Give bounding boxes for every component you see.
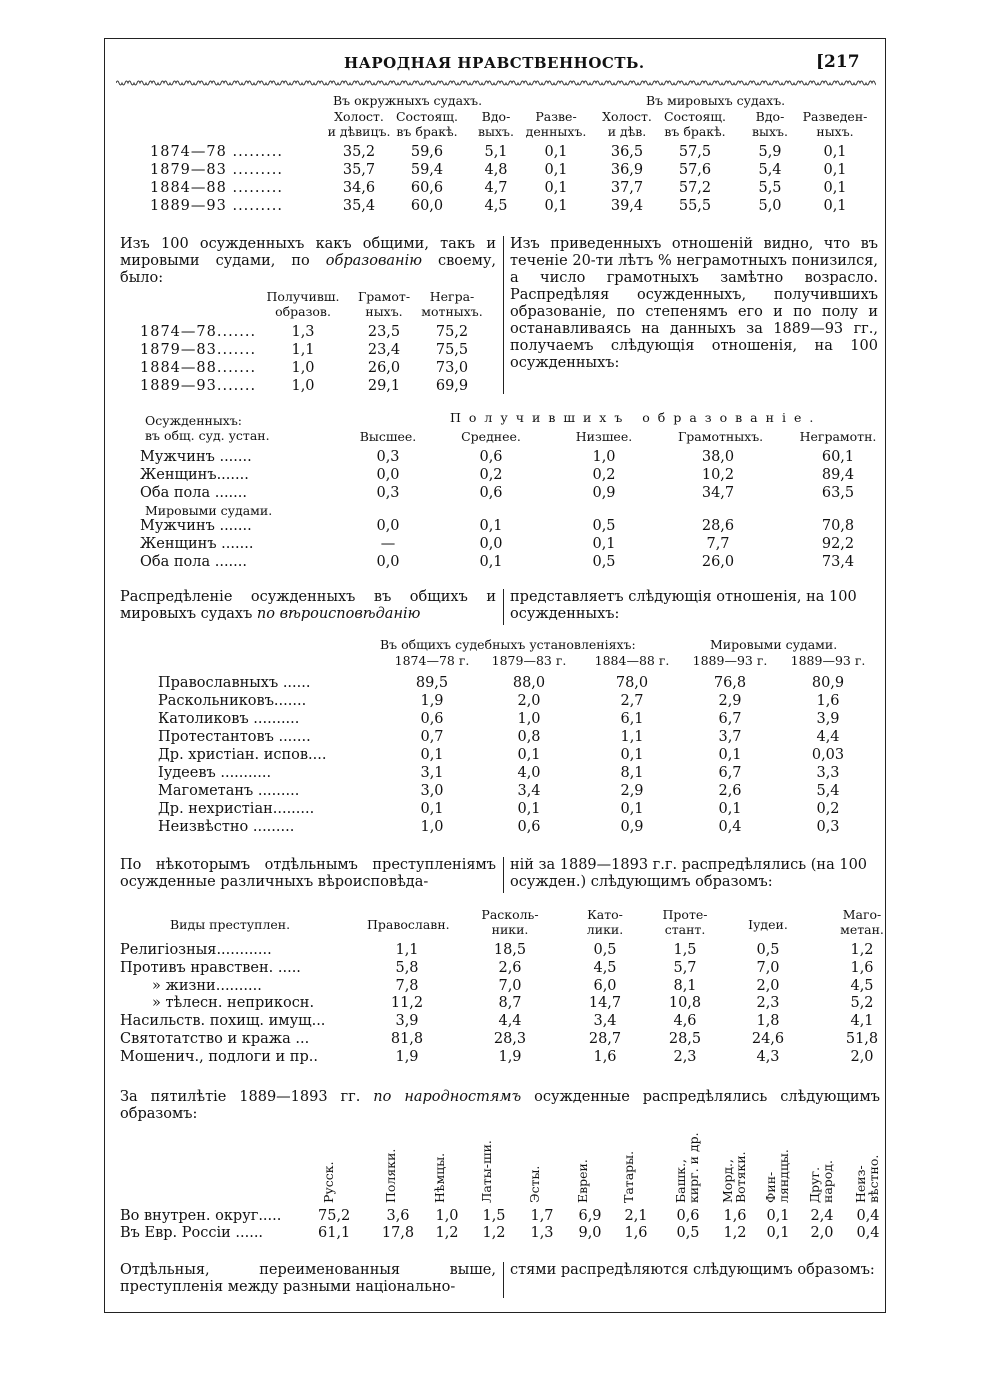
column-header: Друг. народ.: [807, 1160, 835, 1203]
column-header: Вдо-: [481, 109, 511, 124]
table-cell: 0,3: [376, 449, 400, 465]
column-header: Негра-: [429, 289, 475, 304]
row-label: Протестантовъ .......: [158, 729, 311, 745]
table-cell: 0,1: [620, 747, 644, 763]
sec3-group-head: Получившихъ образованіе.: [450, 410, 822, 425]
table-cell: 3,7: [718, 729, 742, 745]
table-cell: 1,8: [756, 1013, 780, 1030]
table-cell: 5,2: [850, 995, 874, 1012]
table-cell: 28,3: [493, 1031, 527, 1047]
column-header: Русск.: [321, 1161, 336, 1203]
table-cell: 6,7: [718, 765, 742, 781]
column-header: и дѣвицъ.: [327, 124, 391, 139]
table-cell: 3,3: [816, 765, 840, 781]
table-cell: 35,2: [342, 144, 376, 160]
sec1-group-right: Въ мировыхъ судахъ.: [646, 93, 786, 108]
table-cell: 5,4: [816, 783, 840, 799]
table-cell: 2,9: [718, 693, 742, 709]
table-cell: 3,6: [386, 1208, 410, 1224]
column-header: Фин-ляндцы.: [763, 1149, 791, 1203]
table-cell: 38,0: [701, 449, 735, 465]
table-cell: 80,9: [811, 675, 845, 691]
table-cell: 81,8: [390, 1031, 424, 1047]
row-label: Мошенич., подлоги и пр..: [120, 1048, 318, 1065]
row-label: Др. христіан. испов....: [158, 747, 327, 763]
row-label: 1874—78.......: [140, 324, 257, 340]
table-cell: 0,3: [376, 485, 400, 501]
table-cell: 1,5: [482, 1208, 506, 1224]
table-cell: 1,5: [673, 942, 697, 958]
table-cell: 63,5: [821, 485, 855, 501]
table-cell: 8,7: [498, 995, 522, 1012]
table-cell: 1,1: [291, 342, 315, 358]
table-cell: 0,1: [517, 801, 541, 817]
column-header: Евреи.: [575, 1159, 590, 1203]
table-cell: 2,6: [498, 959, 522, 976]
table-cell: 4,7: [484, 180, 508, 196]
table-cell: 1,2: [850, 942, 874, 958]
table-cell: 73,0: [435, 360, 469, 376]
table-cell: 1,6: [723, 1208, 747, 1224]
table-cell: 2,1: [624, 1208, 648, 1224]
sec5-label-head: Виды преступлен.: [170, 917, 291, 932]
table-cell: 0,1: [479, 554, 503, 570]
column-header: лики.: [586, 922, 624, 937]
table-cell: 0,1: [823, 162, 847, 178]
table-cell: 1,0: [517, 711, 541, 727]
column-header: Проте-: [662, 907, 708, 922]
column-header: ники.: [491, 922, 529, 937]
table-cell: 5,7: [673, 959, 697, 976]
table-cell: 0,4: [856, 1208, 880, 1224]
table-cell: 0,1: [544, 162, 568, 178]
column-header: Грамотныхъ.: [678, 429, 764, 444]
column-header: ныхъ.: [816, 124, 854, 139]
table-cell: 55,5: [678, 198, 712, 214]
table-cell: 5,1: [484, 144, 508, 160]
table-cell: 7,0: [498, 977, 522, 994]
table-cell: 36,9: [610, 162, 644, 178]
table-cell: 7,8: [395, 977, 419, 994]
column-header: образов.: [275, 304, 331, 319]
table-cell: 26,0: [701, 554, 735, 570]
table-cell: 1,6: [850, 959, 874, 976]
column-divider: [503, 1262, 504, 1298]
table-cell: 2,7: [620, 693, 644, 709]
row-label: Мужчинъ .......: [140, 518, 252, 534]
table-cell: 69,9: [435, 378, 469, 394]
table-cell: 73,4: [821, 554, 855, 570]
row-label: Религіозныя............: [120, 942, 272, 958]
table-cell: 60,6: [410, 180, 444, 196]
table-cell: 78,0: [615, 675, 649, 691]
table-cell: 4,5: [850, 977, 874, 994]
table-cell: 0,9: [592, 485, 616, 501]
row-label: Православныхъ ......: [158, 675, 311, 691]
table-cell: 6,0: [593, 977, 617, 994]
table-cell: 0,9: [620, 819, 644, 835]
table-cell: 1,2: [482, 1225, 506, 1241]
table-cell: 0,5: [592, 554, 616, 570]
sec4-left-text: Распредѣленіе осужденныхъ въ общихъ и мировыхъ судахъ по вѣроисповѣданію: [120, 589, 496, 622]
row-label: Іудеевъ ...........: [158, 765, 272, 781]
table-cell: 34,7: [701, 485, 735, 501]
column-header: денныхъ.: [525, 124, 587, 139]
table-cell: 51,8: [845, 1031, 879, 1047]
table-cell: 6,9: [578, 1208, 602, 1224]
sec2-intro: Изъ 100 осужденныхъ какъ общими, такъ и мировыми судами, по образованію своему, было:: [120, 236, 497, 286]
table-cell: 1,9: [395, 1048, 419, 1065]
table-cell: 2,9: [620, 783, 644, 799]
row-label: Др. нехристіан.........: [158, 801, 315, 817]
table-cell: 0,0: [376, 467, 400, 483]
row-label: » тѣлесн. неприкосн.: [152, 995, 315, 1012]
table-cell: 0,0: [376, 518, 400, 534]
column-header: Неиз-вѣстно.: [853, 1154, 881, 1203]
table-cell: 0,8: [517, 729, 541, 745]
column-header: Като-: [587, 907, 623, 922]
table-cell: 0,1: [620, 801, 644, 817]
table-cell: 89,5: [415, 675, 449, 691]
table-cell: 0,1: [420, 747, 444, 763]
table-cell: 26,0: [367, 360, 401, 376]
column-divider: [503, 589, 504, 625]
table-cell: 0,1: [766, 1225, 790, 1241]
column-header: Низшее.: [575, 429, 633, 444]
table-cell: 34,6: [342, 180, 376, 196]
table-cell: 0,1: [517, 747, 541, 763]
column-header: 1874—78 г.: [394, 653, 470, 668]
table-cell: 35,4: [342, 198, 376, 214]
table-cell: 0,5: [756, 942, 780, 958]
column-header: Эсты.: [527, 1165, 542, 1203]
row-label: Святотатство и кража ...: [120, 1031, 310, 1047]
table-cell: 92,2: [821, 536, 855, 552]
table-cell: 1,6: [624, 1225, 648, 1241]
table-cell: 3,4: [593, 1013, 617, 1030]
row-label: 1884—88.......: [140, 360, 257, 376]
table-cell: 11,2: [390, 995, 424, 1012]
table-cell: 0,1: [718, 747, 742, 763]
table-cell: 1,7: [530, 1208, 554, 1224]
row-label: Насильств. похищ. имущ...: [120, 1013, 326, 1030]
sec4-right-text: представляетъ слѣдующія отношенія, на 100 осужденныхъ:: [510, 589, 857, 622]
table-cell: 1,3: [530, 1225, 554, 1241]
table-cell: 8,1: [620, 765, 644, 781]
table-cell: 1,1: [620, 729, 644, 745]
page-title: НАРОДНАЯ НРАВСТВЕННОСТЬ.: [344, 54, 645, 72]
table-cell: 7,0: [756, 959, 780, 976]
table-cell: 0,6: [420, 711, 444, 727]
table-cell: 4,4: [498, 1013, 522, 1030]
table-cell: 0,03: [811, 747, 845, 763]
table-cell: 4,6: [673, 1013, 697, 1030]
table-cell: 0,1: [544, 198, 568, 214]
column-divider: [503, 857, 504, 893]
table-cell: 10,2: [701, 467, 735, 483]
table-cell: 2,0: [517, 693, 541, 709]
column-header: Вдо-: [755, 109, 785, 124]
table-cell: 2,0: [810, 1225, 834, 1241]
table-cell: 4,5: [484, 198, 508, 214]
table-cell: 2,4: [810, 1208, 834, 1224]
running-header: [104, 48, 886, 74]
table-cell: 1,9: [420, 693, 444, 709]
column-header: Разведен-: [802, 109, 868, 124]
row-label: » жизни..........: [152, 977, 262, 994]
table-cell: 1,0: [592, 449, 616, 465]
table-cell: 0,1: [420, 801, 444, 817]
table-cell: 3,9: [816, 711, 840, 727]
row-label: Во внутрен. округ.....: [120, 1208, 282, 1224]
table-cell: 57,2: [678, 180, 712, 196]
table-cell: 29,1: [367, 378, 401, 394]
row-label: Оба пола .......: [140, 485, 247, 501]
sec5-left-text: По нѣкоторымъ отдѣльнымъ преступленіямъ осужденные различныхъ вѣроисповѣда-: [120, 857, 496, 890]
table-cell: 61,1: [318, 1225, 351, 1241]
table-cell: 57,6: [678, 162, 712, 178]
column-header: Башк., кирг. и др.: [673, 1132, 701, 1203]
table-cell: 5,0: [758, 198, 782, 214]
table-cell: 0,2: [816, 801, 840, 817]
row-label: Противъ нравствен. .....: [120, 959, 301, 976]
table-cell: 59,4: [410, 162, 444, 178]
table-cell: 0,2: [592, 467, 616, 483]
table-cell: 0,3: [816, 819, 840, 835]
table-cell: 5,5: [758, 180, 782, 196]
sec5-right-text: ній за 1889—1893 г.г. распредѣлялись (на 100 осужден.) слѣдующимъ образомъ:: [510, 857, 868, 890]
table-cell: 0,1: [823, 144, 847, 160]
sec4-group-left: Въ общихъ судебныхъ установленіяхъ:: [380, 637, 636, 652]
table-cell: 57,5: [678, 144, 712, 160]
column-header: Поляки.: [383, 1148, 398, 1203]
table-cell: 1,6: [816, 693, 840, 709]
table-cell: 0,0: [376, 554, 400, 570]
sec3-label-head: Осужденныхъ: въ общ. суд. устан.: [145, 413, 270, 443]
table-cell: 0,1: [544, 144, 568, 160]
table-cell: 0,1: [823, 180, 847, 196]
table-cell: 76,8: [713, 675, 747, 691]
column-header: Морд., Вотяки.: [720, 1151, 748, 1203]
table-cell: 1,0: [435, 1208, 459, 1224]
table-cell: 9,0: [578, 1225, 602, 1241]
column-header: Разве-: [535, 109, 577, 124]
row-label: Магометанъ .........: [158, 783, 300, 799]
table-cell: 70,8: [821, 518, 855, 534]
sub-heading: Мировыми судами.: [145, 503, 273, 518]
column-header: 1889—93 г.: [692, 653, 768, 668]
header-wavy-rule: [116, 76, 876, 90]
row-label: Мужчинъ .......: [140, 449, 252, 465]
column-header: выхъ.: [478, 124, 514, 139]
row-label: Въ Евр. Россіи ......: [120, 1225, 264, 1241]
column-header: Высшее.: [359, 429, 417, 444]
table-cell: 59,6: [410, 144, 444, 160]
table-cell: 17,8: [381, 1225, 415, 1241]
column-header: Состоящ.: [663, 109, 726, 124]
row-label: 1874—78 .........: [150, 144, 283, 160]
table-cell: 0,5: [676, 1225, 700, 1241]
row-label: Женщинъ.......: [140, 467, 249, 483]
table-cell: 0,1: [544, 180, 568, 196]
sec2-right-text: Изъ приведенныхъ отношеній видно, что въ теченіе 20-ти лѣтъ % неграмотныхъ понизился, а число грамотныхъ замѣтно возрасло. Распредѣляя осужденныхъ, получившихъ образованіе, по степенямъ его и по полу и останавливаясь на данныхъ за 1889—93 гг., получаемъ слѣдующія отношенія, на 100 осужденныхъ:: [510, 236, 878, 371]
column-header: Латы-ши.: [479, 1140, 494, 1203]
column-header: ныхъ.: [365, 304, 403, 319]
table-cell: 75,2: [318, 1208, 351, 1224]
column-header: и дѣв.: [607, 124, 647, 139]
table-cell: 0,7: [420, 729, 444, 745]
row-label: 1889—93 .........: [150, 198, 283, 214]
table-cell: 3,4: [517, 783, 541, 799]
table-cell: 1,1: [395, 942, 419, 958]
table-cell: 4,0: [517, 765, 541, 781]
column-header: мотныхъ.: [421, 304, 483, 319]
table-cell: 0,0: [479, 536, 503, 552]
table-cell: 4,4: [816, 729, 840, 745]
table-cell: 28,5: [668, 1031, 702, 1047]
table-cell: 24,6: [751, 1031, 785, 1047]
table-cell: 2,0: [850, 1048, 874, 1065]
table-cell: 2,0: [756, 977, 780, 994]
row-label: Неизвѣстно .........: [158, 819, 295, 835]
table-cell: 7,7: [706, 536, 730, 552]
table-cell: 10,8: [668, 995, 702, 1012]
table-cell: 28,7: [588, 1031, 622, 1047]
table-cell: 14,7: [588, 995, 622, 1012]
table-cell: 4,1: [850, 1013, 874, 1030]
table-cell: 3,9: [395, 1013, 419, 1030]
sec7-right-text: стями распредѣляются слѣдующимъ образомъ:: [510, 1262, 875, 1278]
row-label: 1879—83.......: [140, 342, 257, 358]
column-header: Получивш.: [266, 289, 340, 304]
table-cell: 0,6: [517, 819, 541, 835]
column-header: Расколь-: [481, 907, 539, 922]
table-cell: 1,0: [291, 378, 315, 394]
table-cell: 1,3: [291, 324, 315, 340]
table-cell: 4,5: [593, 959, 617, 976]
row-label: Католиковъ ..........: [158, 711, 300, 727]
table-cell: 5,4: [758, 162, 782, 178]
sec1-group-left: Въ окружныхъ судахъ.: [333, 93, 483, 108]
table-cell: 5,8: [395, 959, 419, 976]
row-label: Раскольниковъ.......: [158, 693, 307, 709]
column-header: 1879—83 г.: [491, 653, 567, 668]
table-cell: 8,1: [673, 977, 697, 994]
table-cell: 39,4: [610, 198, 644, 214]
row-label: 1879—83 .........: [150, 162, 283, 178]
column-header: Неграмотн.: [799, 429, 877, 444]
table-cell: 1,9: [498, 1048, 522, 1065]
table-cell: 36,5: [610, 144, 644, 160]
table-cell: 3,1: [420, 765, 444, 781]
column-header: Православн.: [367, 917, 450, 932]
table-cell: 88,0: [512, 675, 546, 691]
column-header: 1884—88 г.: [594, 653, 670, 668]
table-cell: 75,5: [435, 342, 469, 358]
column-divider: [503, 236, 504, 394]
column-header: въ бракѣ.: [664, 124, 726, 139]
row-label: 1884—88 .........: [150, 180, 283, 196]
table-cell: 6,7: [718, 711, 742, 727]
table-cell: 23,4: [367, 342, 401, 358]
table-cell: 4,3: [756, 1048, 780, 1065]
column-header: Маго-: [842, 907, 882, 922]
table-cell: 0,1: [718, 801, 742, 817]
table-cell: 0,6: [676, 1208, 700, 1224]
table-cell: 0,1: [766, 1208, 790, 1224]
column-header: 1889—93 г.: [790, 653, 866, 668]
column-header: Татары.: [621, 1150, 636, 1203]
table-cell: —: [380, 536, 396, 552]
table-cell: 0,6: [479, 449, 503, 465]
table-cell: 37,7: [610, 180, 644, 196]
row-label: Женщинъ .......: [140, 536, 254, 552]
sec7-left-text: Отдѣльныя, переименованныя выше, преступленія между разными національно-: [120, 1262, 496, 1295]
table-cell: 3,0: [420, 783, 444, 799]
table-cell: 1,0: [420, 819, 444, 835]
column-header: Грамот-: [357, 289, 411, 304]
table-cell: 1,2: [723, 1225, 747, 1241]
table-cell: 60,1: [821, 449, 855, 465]
table-cell: 75,2: [435, 324, 469, 340]
table-cell: 18,5: [493, 942, 527, 958]
table-cell: 1,6: [593, 1048, 617, 1065]
table-cell: 0,4: [718, 819, 742, 835]
column-header: Состоящ.: [395, 109, 458, 124]
table-cell: 4,8: [484, 162, 508, 178]
table-cell: 89,4: [821, 467, 855, 483]
table-cell: 0,4: [856, 1225, 880, 1241]
row-label: 1889—93.......: [140, 378, 257, 394]
table-cell: 2,3: [756, 995, 780, 1012]
column-header: Холост.: [602, 109, 652, 124]
sec6-intro: За пятилѣтіе 1889—1893 гг. по народностямъ осужденные распредѣлялись слѣдующимъ образомъ:: [120, 1089, 880, 1122]
table-cell: 6,1: [620, 711, 644, 727]
table-cell: 5,9: [758, 144, 782, 160]
table-cell: 0,6: [479, 485, 503, 501]
column-header: въ бракѣ.: [396, 124, 458, 139]
column-header: Нѣмцы.: [432, 1152, 447, 1203]
table-cell: 23,5: [367, 324, 401, 340]
table-cell: 1,2: [435, 1225, 459, 1241]
column-header: Холост.: [334, 109, 384, 124]
table-cell: 2,3: [673, 1048, 697, 1065]
sec4-group-right: Мировыми судами.: [710, 637, 838, 652]
column-header: стант.: [664, 922, 706, 937]
table-cell: 0,5: [592, 518, 616, 534]
column-header: метан.: [840, 922, 884, 937]
table-cell: 28,6: [701, 518, 735, 534]
table-cell: 0,1: [823, 198, 847, 214]
table-cell: 0,2: [479, 467, 503, 483]
table-cell: 2,6: [718, 783, 742, 799]
row-label: Оба пола .......: [140, 554, 247, 570]
table-cell: 0,1: [592, 536, 616, 552]
table-cell: 60,0: [410, 198, 444, 214]
table-cell: 35,7: [342, 162, 376, 178]
column-header: выхъ.: [752, 124, 788, 139]
table-cell: 0,5: [593, 942, 617, 958]
page-number: [217: [816, 52, 860, 72]
column-header: Іудеи.: [748, 917, 788, 932]
table-cell: 0,1: [479, 518, 503, 534]
column-header: Среднее.: [461, 429, 521, 444]
table-cell: 1,0: [291, 360, 315, 376]
